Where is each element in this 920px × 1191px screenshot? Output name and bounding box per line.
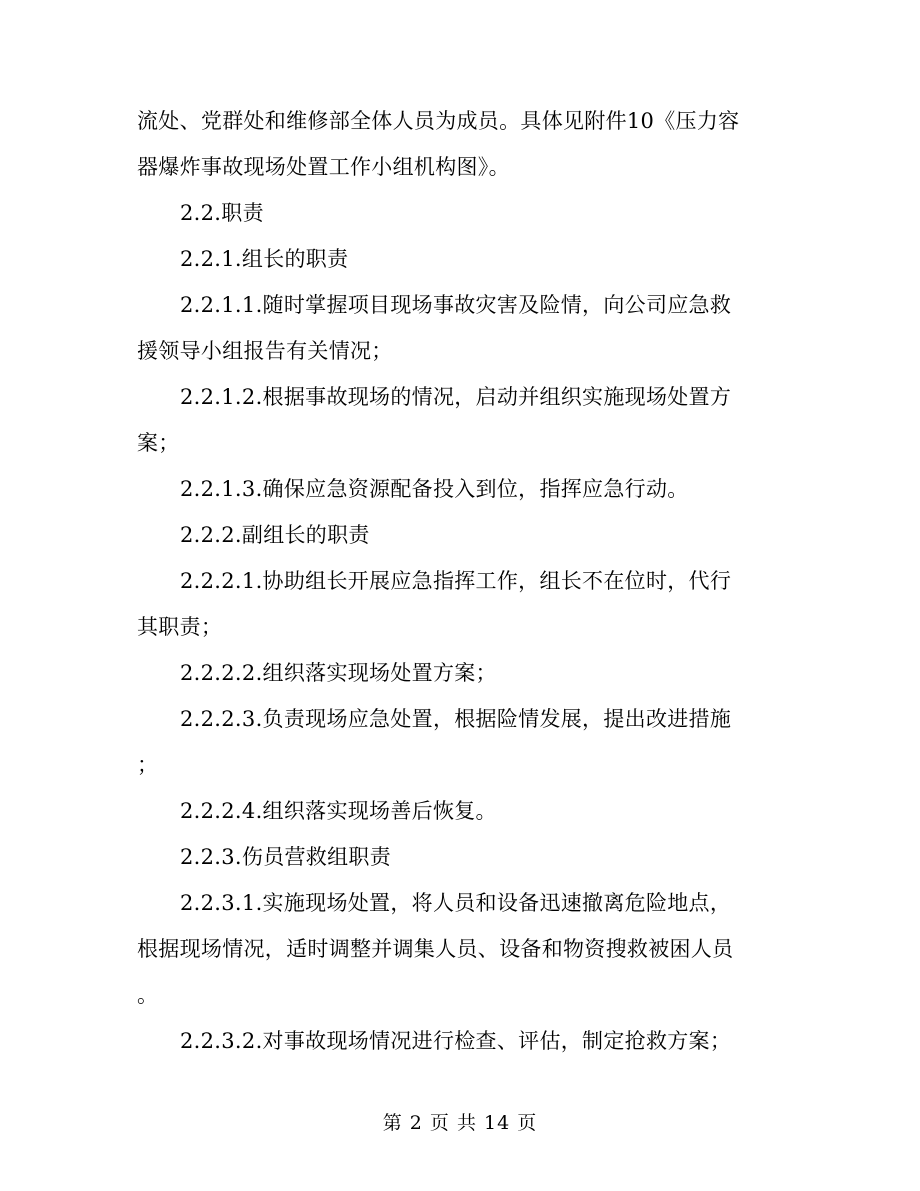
document-body bbox=[137, 98, 787, 1064]
text-line: 2.2.1.组长的职责 bbox=[180, 247, 349, 271]
text-line: 2.2.2.4.组织落实现场善后恢复。 bbox=[180, 799, 497, 823]
text-line: 2.2.3.2.对事故现场情况进行检查、评估，制定抢救方案； bbox=[180, 1029, 732, 1053]
page-footer: 第 2 页 共 14 页 bbox=[382, 1112, 538, 1134]
text-line: 2.2.3.伤员营救组职责 bbox=[180, 845, 392, 869]
text-line: 器爆炸事故现场处置工作小组机构图》。 bbox=[137, 155, 510, 179]
text-line: ； bbox=[137, 753, 159, 777]
text-line: 2.2.1.3.确保应急资源配备投入到位，指挥应急行动。 bbox=[180, 477, 689, 501]
text-line: 2.2.2.2.组织落实现场处置方案； bbox=[180, 661, 497, 685]
text-line: 。 bbox=[137, 983, 159, 1007]
text-line: 2.2.2.3.负责现场应急处置，根据险情发展，提出改进措施 bbox=[180, 707, 732, 731]
text-line: 其职责； bbox=[137, 615, 223, 639]
text-line: 2.2.1.2.根据事故现场的情况，启动并组织实施现场处置方 bbox=[180, 385, 732, 409]
text-line: 2.2.3.1.实施现场处置，将人员和设备迅速撤离危险地点， bbox=[180, 891, 732, 915]
text-line: 2.2.1.1.随时掌握项目现场事故灾害及险情，向公司应急救 bbox=[180, 293, 732, 317]
text-line: 2.2.2.1.协助组长开展应急指挥工作，组长不在位时，代行 bbox=[180, 569, 732, 593]
text-line: 2.2.职责 bbox=[180, 201, 264, 225]
text-line: 根据现场情况，适时调整并调集人员、设备和物资搜救被困人员 bbox=[137, 937, 734, 961]
text-line: 援领导小组报告有关情况； bbox=[137, 339, 393, 363]
text-line: 2.2.2.副组长的职责 bbox=[180, 523, 370, 547]
text-line: 案； bbox=[137, 431, 180, 455]
text-line: 流处、党群处和维修部全体人员为成员。具体见附件10《压力容 bbox=[137, 109, 740, 133]
